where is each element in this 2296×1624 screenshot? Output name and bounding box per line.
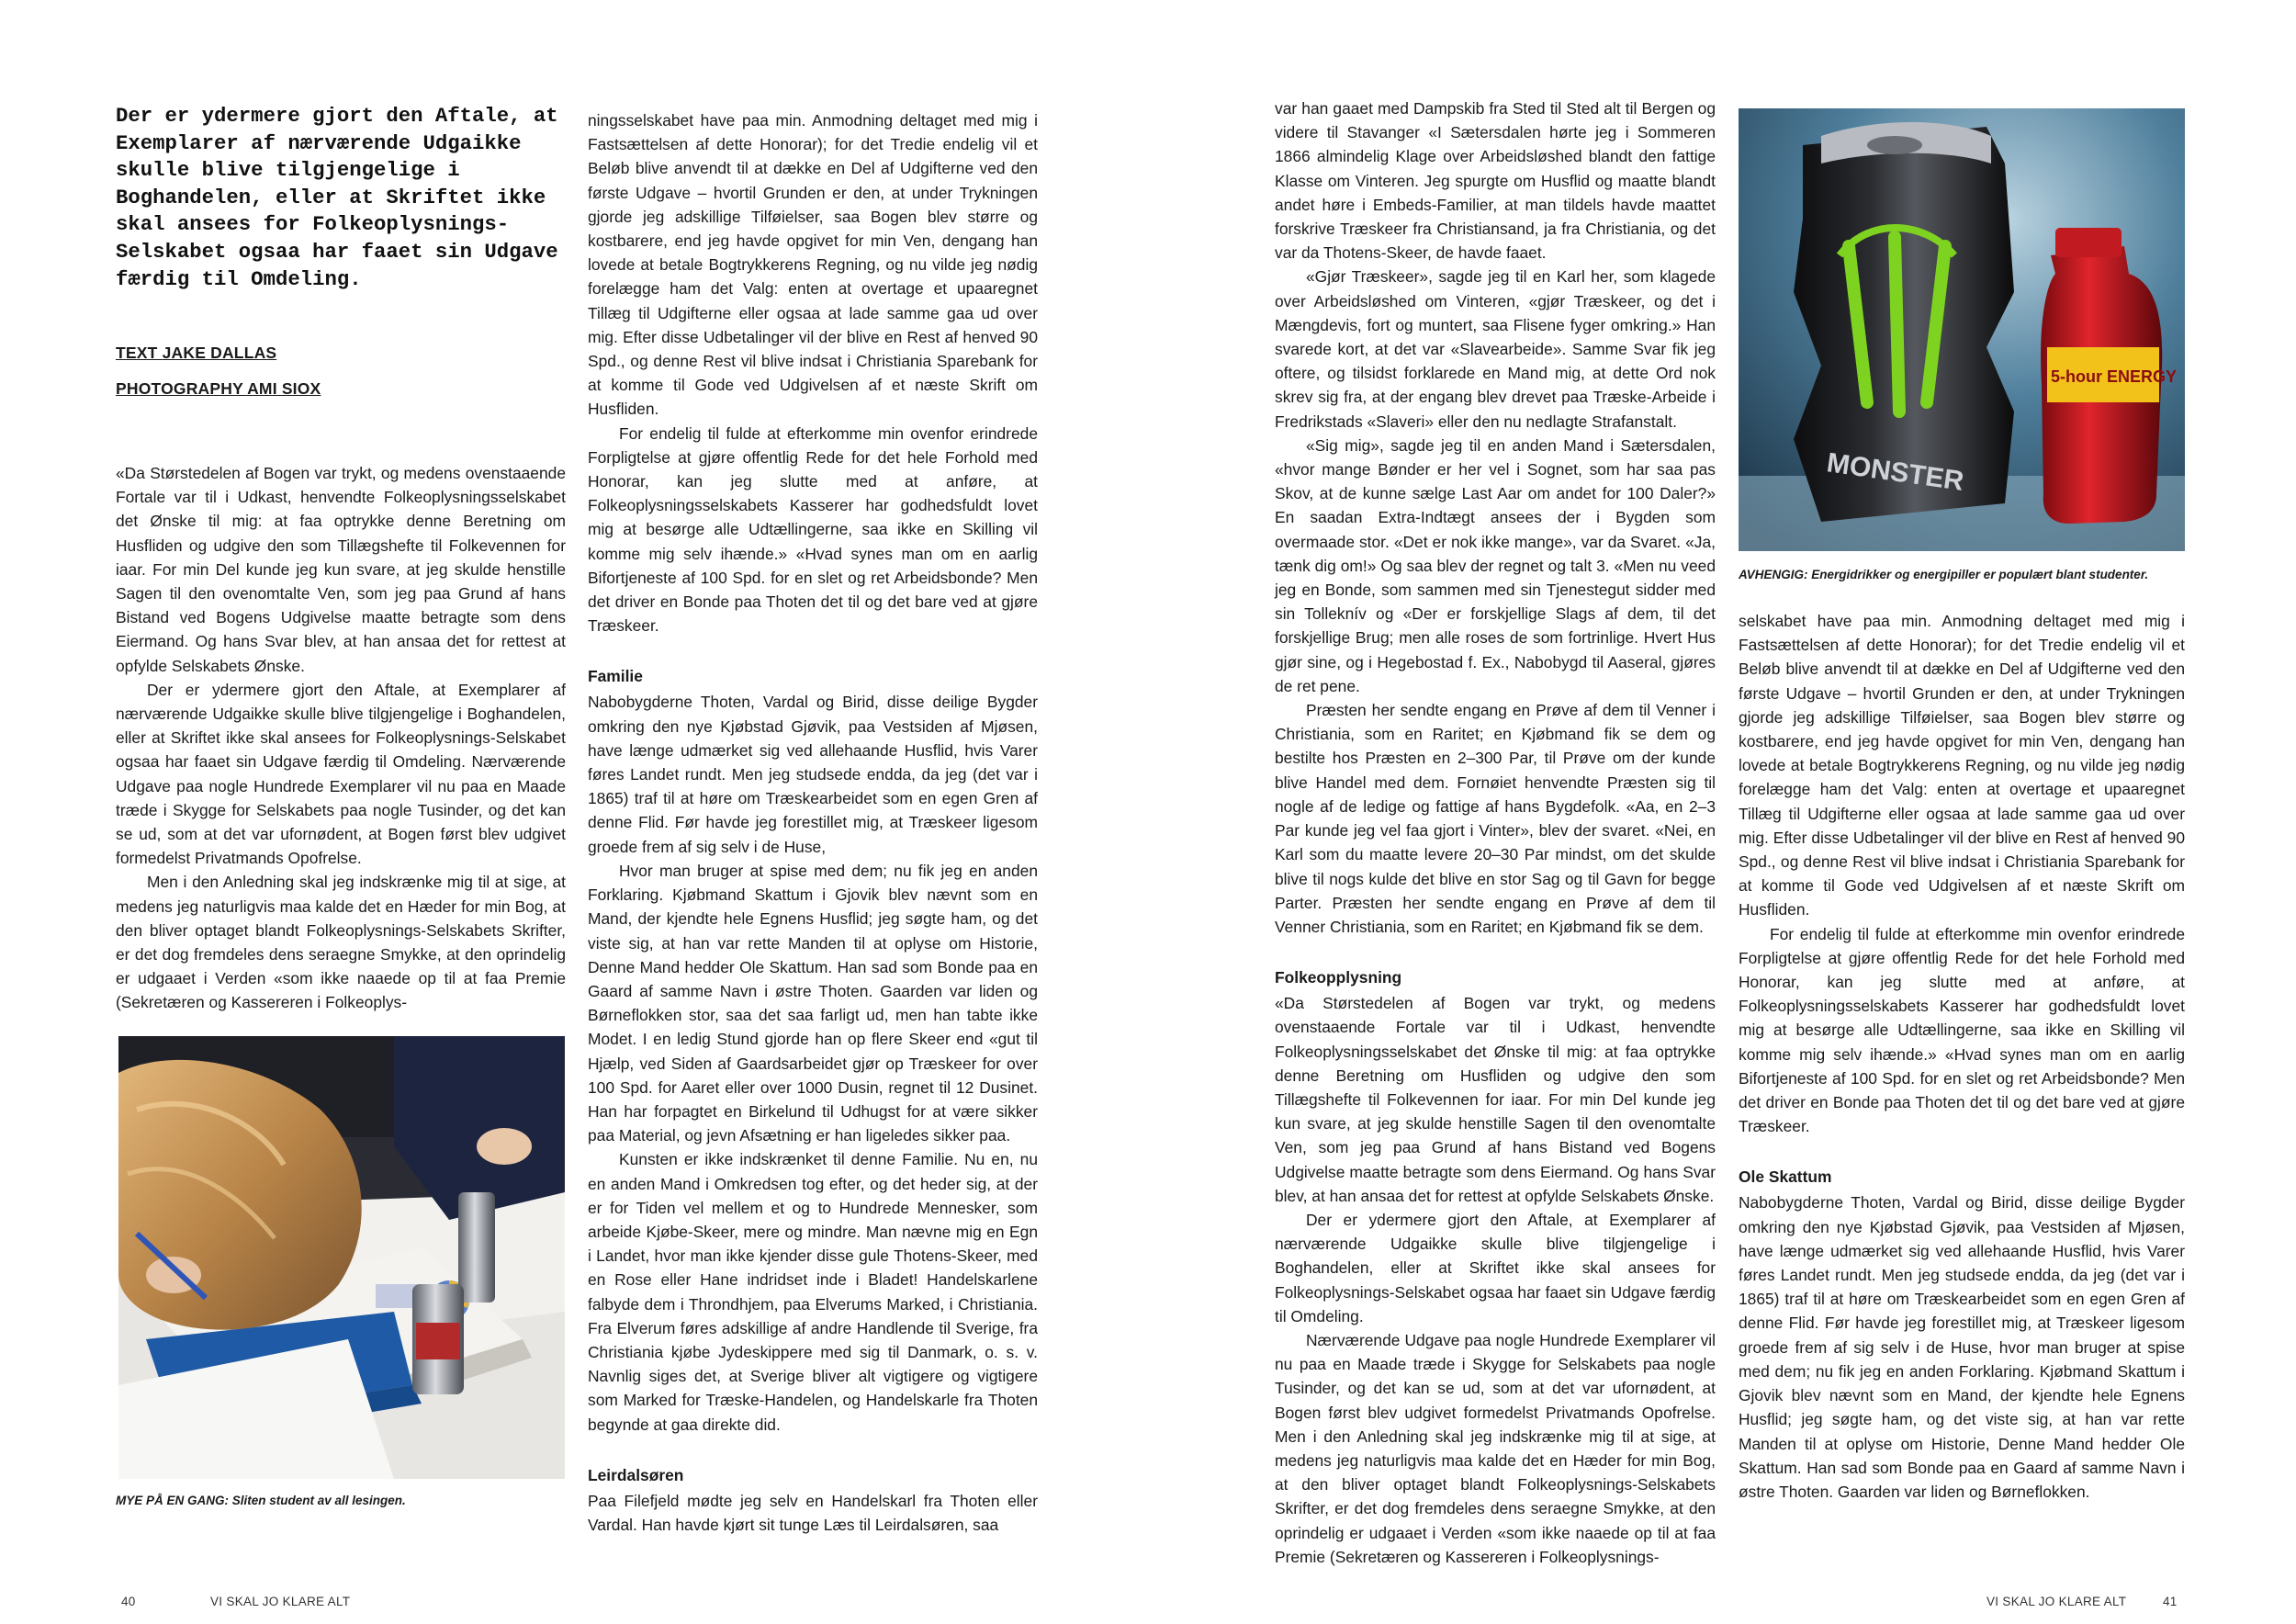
running-title-right: VI SKAL JO KLARE ALT [1986,1595,2127,1608]
paragraph: «Da Størstedelen af Bogen var trykt, og medens ovenstaaende Fortale var til i Udkast, henvendte Folkeoplysningsselskabet det Ønske til mig: at faa optrykke denne Beretning om Husfliden og udgive den som Tillægshefte til Folkevennen for iaar. For min Del kunde jeg kun svare, at jeg skulde henstille Sagen til den ovenomtalte Ven, som jeg paa Grund af hans Bistand ved Bogens Udgivelse maatte betragte som dens Eiermand. Og hans Svar blev, at han ansaa det for rettest at opfylde Selskabets Ønske. [1275,994,1716,1205]
paragraph: «Gjør Træskeer», sagde jeg til en Karl her, som klagede over Arbeidsløshed om Vinteren, «gjør Træskeer, og det i Mængdevis, fort og muntert, saa Flisene fyger omkring.» Han svarede kort, at det var «Slavearbeide». Samme Svar fik jeg oftere, og tilsidst forklarede en Mand mig, at dette Ord nok skrev sig fra, at der engang blev drevet paa Træske-Arbeide i Fredrikstads «Slaveri» eller den nu nedlagte Strafanstalt. [1275,267,1716,431]
bottle-label: 5-hour ENERGY [2051,367,2178,386]
credit-photography: PHOTOGRAPHY AMI SIOX [116,379,321,398]
can-label: MONSTER [1825,447,1966,497]
paragraph: Der er ydermere gjort den Aftale, at Exemplarer af nærværende Udgaikke skulle blive tilgjengelige i Boghandelen, eller at Skriftet ikke skal ansees for Folkeoplysnings-Selskabet ogsaa har faaet sin Udgave færdig til Omdeling. [1275,1210,1716,1325]
section-heading-leirdalsoren: Leirdalsøren [588,1465,684,1484]
paragraph: selskabet have paa min. Anmodning deltaget med mig i Fastsættelsen af dette Honorar); for det Tredie endelig vil et Beløb blive anvendt til at dække en Del af Udgifterne ved den første Udgave – hvortil Grunden er den, at under Trykningen gjorde jeg adskillige Tilføielser, saa Bogen blev større og kostbarere, end jeg havde opgivet for min Ven, dengang han lovede at betale Bogtrykkerens Regning, og nu vilde jeg nødig forelægge ham det Valg: enten at overtage et upaaregnet Tillæg til Udgifterne eller ogsaa at lade samme gaa ud over mig. Efter disse Udbetalinger vil der blive en Rest af henved 90 Spd., og denne Rest vil blive indsat i Christiania Sparebank for at komme til Gode ved Udgivelsen af et næste Skrift om Husfliden. [1739,612,2185,919]
paragraph: ningsselskabet have paa min. Anmodning deltaget med mig i Fastsættelsen af dette Honorar); for det Tredie endelig vil et Beløb blive anvendt til at dække en Del af Udgifterne ved den første Udgave – hvortil Grunden er den, at under Trykningen gjorde jeg adskillige Tilføielser, saa Bogen blev større og kostbarere, end jeg havde opgivet for min Ven, dengang han lovede at betale Bogtrykkerens Regning, og nu vilde jeg nødig forelægge ham det Valg: enten at overtage et upaaregnet Tillæg til Udgifterne eller ogsaa at lade samme gaa ud over mig. Efter disse Udbetalinger vil der blive en Rest af henved 90 Spd., og denne Rest vil blive indsat i Christiania Sparebank for at komme til Gode ved Udgivelsen af et næste Skrift om Husfliden. [588,111,1038,419]
column-4 [1739,609,2185,1504]
credit-text: TEXT JAKE DALLAS [116,344,277,362]
paragraph: Nabobygderne Thoten, Vardal og Birid, disse deilige Bygder omkring den nye Kjøbstad Gjøvik, paa Vestsiden af Mjøsen, have længe udmærket sig ved allehaande Husflid, hvis Varer føres Landet rundt. Men jeg studsede endda, da jeg (det var i 1865) traf til at høre om Træskearbeidet som en egen Gren af denne Flid. Før havde jeg forestillet mig, at Træskeer ligesom groede frem af sig selv i de Huse, hvor man bruger at spise med dem; nu fik jeg en anden Forklaring. Kjøbmand Skattum i Gjovik blev nævnt som en Mand, der kjendte hele Egnens Husflid; jeg søgte ham, og det viste sig, at han var rette Manden til at oplyse om Historie, Denne Mand hedder Ole Skattum. Han sad som Bonde paa en Gaard af samme Navn i østre Thoten. Gaarden var liden og Børneflokken. [1739,1193,2185,1501]
page-number-left: 40 [121,1595,136,1608]
paragraph: Der er ydermere gjort den Aftale, at Exemplarer af nærværende Udgaikke skulle blive tilgjengelige i Boghandelen, eller at Skriftet ikke skal ansees for Folkeoplysnings-Selskabet ogsaa har faaet sin Udgave færdig til Omdeling. Nærværende Udgave paa nogle Hundrede Exemplarer vil nu paa en Maade træde i Skygge for Selskabets paa nogle Tusinder, og det kan se ud, som at det var ufornødent, at Bogen først blev udgivet formedelst Privatmands Opofrelse. [116,680,566,868]
column-1 [116,461,566,1015]
paragraph: Nabobygderne Thoten, Vardal og Birid, disse deilige Bygder omkring den nye Kjøbstad Gjøvik, paa Vestsiden af Mjøsen, have længe udmærket sig ved allehaande Husflid, hvis Varer føres Landet rundt. Men jeg studsede endda, da jeg (det var i 1865) traf til at høre om Træskearbeidet som en egen Gren af denne Flid. Før havde jeg forestillet mig, at Træskeer ligesom groede frem af sig selv i de Huse, [588,693,1038,856]
running-title-left: VI SKAL JO KLARE ALT [210,1595,351,1608]
paragraph: For endelig til fulde at efterkomme min ovenfor erindrede Forpligtelse at gjøre offentlig Rede for det hele Forhold med Honorar, kan jeg slutte med at anføre, at Folkeoplysningsselskabets Kasserer har godhedsfuldt lovet mig at besørge alle Udtællingerne, saa ikke en Skilling vil komme mig selv ihænde.» «Hvad synes man om en aarlig Bifortjeneste af 100 Spd. for en slet og ret Arbeidsbonde? Men det driver en Bonde paa Thoten det til og det bare ved at gjøre Træskeer. [588,423,1038,636]
column-3 [1275,96,1716,1569]
column-2 [588,108,1038,1537]
lede-paragraph: Der er ydermere gjort den Aftale, at Exemplarer af nærværende Udgaikke skulle blive tilgjengelige i Boghandelen, eller at Skriftet ikke skal ansees for Folkeoplysnings-Selskabet ogsaa har faaet sin Udgave færdig til Omdeling. [116,104,558,291]
photo-caption-left: MYE PÅ EN GANG: Sliten student av all lesingen. [116,1494,406,1507]
page-number-right: 41 [2163,1595,2178,1608]
section-heading-ole-skattum: Ole Skattum [1739,1167,1832,1187]
paragraph: Paa Filefjeld mødte jeg selv en Handelskarl fra Thoten eller Vardal. Han havde kjørt sit tunge Læs til Leirdalsøren, saa [588,1491,1038,1534]
paragraph: Præsten her sendte engang en Prøve af dem til Venner i Christiania, som en Raritet; en Kjøbmand fik se dem og bestilte hos Præsten en 2–300 Par, til Prøve om der kunde blive Handel med dem. Fornøiet henvendte Præsten sig til nogle af de ledige og fattige af hans Bygdefolk. «Aa, en 2–3 Par kunde jeg vel faa gjort i Vinter», blev der svaret. «Nei, en Karl som du maatte levere 20–30 Par mindst, om det skulde blive til nogs kulde det blive en stor Sag og til Gavn for begge Parter. Præsten her sendte engang en Prøve af dem til Venner Christiania, som en Raritet; en Kjøbmand fik se dem. [1275,701,1716,936]
paragraph: «Da Størstedelen af Bogen var trykt, og medens ovenstaaende Fortale var til i Udkast, henvendte Folkeoplysningsselskabet det Ønske til mig: at faa optrykke denne Beretning om Husfliden og udgive den som Tillægshefte til Folkevennen for iaar. For min Del kunde jeg kun svare, at jeg skulde henstille Sagen til den ovenomtalte Ven, som jeg paa Grund af hans Bistand ved Bogens Udgivelse maatte betragte som dens Eiermand. Og hans Svar blev, at han ansaa det for rettest at opfylde Selskabets Ønske. [116,464,566,675]
photo-student-sleeping [118,1036,565,1479]
paragraph: Hvor man bruger at spise med dem; nu fik jeg en anden Forklaring. Kjøbmand Skattum i Gjovik blev nævnt som en Mand, der kjendte hele Egnens Husflid; jeg søgte ham, og det viste sig, at han var rette Manden til at oplyse om Historie, Denne Mand hedder Ole Skattum. Han sad som Bonde paa en Gaard af samme Navn i østre Thoten. Gaarden var liden og Børneflokken stor, saa det saa farligt ud, men han tabte ikke Modet. I en ledig Stund gjorde han op flere Skeer end «gut til Hjælp, ved Siden af Gaardsarbeidet gjør op Træskeer for over 100 Spd. for Aaret eller over 1000 Dusin, regnet til 12 Dusinet. Han har forpagtet en Birkelund til Udhugst for at være sikker paa Material, og jevn Afsætning er han ligeledes sikker paa. [588,861,1038,1145]
paragraph: For endelig til fulde at efterkomme min ovenfor erindrede Forpligtelse at gjøre offentlig Rede for det hele Forhold med Honorar, kan jeg slutte med at anføre, at Folkeoplysningsselskabets Kasserer har godhedsfuldt lovet mig at besørge alle Udtællingerne, saa ikke en Skilling vil komme mig selv ihænde.» «Hvad synes man om en aarlig Bifortjeneste af 100 Spd. for en slet og ret Arbeidsbonde? Men det driver en Bonde paa Thoten det til og det bare ved at gjøre Træskeer. [1739,924,2185,1136]
paragraph: «Sig mig», sagde jeg til en anden Mand i Sætersdalen, «hvor mange Bønder er her vel i Sognet, som har saa pas Skov, at de kunne sælge Last Aar om andet for 100 Daler?» En saadan Extra-Indtægt ansees der i Bygden som overmaade stor. «Det er nok ikke mange», var da Svaret. «Ja, tænk dig om!» Og saa blev der regnet og talt 3. «Men nu veed jeg en Bonde, som sammen med sin Tjenestegut sidder med sin Tolleknív og «Der er forskjellige Slags af dem, til det forskjellige Brug; men alle roses de som fortrinlige. Hvert Hus gjør sine, og i Hegebostad f. Ex., Nabobygd til Aaseral, gjøres de ret pene. [1275,435,1716,695]
section-heading-familie: Familie [588,667,643,686]
section-heading-folkeopplysning: Folkeopplysning [1275,968,1402,987]
photo-energy-drinks [1739,108,2185,551]
paragraph: Nærværende Udgave paa nogle Hundrede Exemplarer vil nu paa en Maade træde i Skygge for Selskabets paa nogle Tusinder, og det kan se ud, som at det var ufornødent, at Bogen først blev udgivet formedelst Privatmands Opofrelse. Men i den Anledning skal jeg indskrænke mig til at sige, at medens jeg naturligvis maa kalde det en Hæder for min Bog, at den bliver optaget blandt Folkeoplysnings-Selskabets Skrifter, er det dog fremdeles dens seraegne Smykke, at den oprindelig er udgaaet i Verden «som ikke naaede op til at faa Premie (Sekretæren og Kassereren i Folkeoplysnings- [1275,1330,1716,1566]
paragraph: var han gaaet med Dampskib fra Sted til Sted alt til Bergen og videre til Stavanger «I Sætersdalen hørte jeg i Sommeren 1866 almindelig Klage over Arbeidsløshed blandt den fattige Klasse om Vinteren. Jeg spurgte om Husflid og maatte blandt andet høre i Embeds-Familier, at man tildels havde maattet forskrive Træskeer fra Christiansand, ja fra Christiania, og det var da Thotens-Skeer, de havde faaet. [1275,99,1716,263]
photo-caption-right: AVHENGIG: Energidrikker og energipiller er populært blant studenter. [1739,568,2149,581]
paragraph: Men i den Anledning skal jeg indskrænke mig til at sige, at medens jeg naturligvis maa kalde det en Hæder for min Bog, at den bliver optaget blandt Folkeoplysnings-Selskabets Skrifter, er det dog fremdeles dens seraegne Smykke, at den oprindelig er udgaaet i Verden «som ikke naaede op til at faa Premie (Sekretæren og Kassereren i Folkeoplys- [116,873,566,1012]
paragraph: Kunsten er ikke indskrænket til denne Familie. Nu en, nu en anden Mand i Omkredsen tog efter, og det heder sig, at der er for Tiden vel mellem et og to Hundrede Mennesker, som arbeide Kjøbe-Skeer, mere og mindre. Man nævne mig en Egn i Landet, hvor man ikke kjender disse gule Thotens-Skeer, med en Rose eller Hane indridset inde i Bladet! Handelskarlene falbyde dem i Throndhjem, paa Elverums Marked, i Christiania. Fra Elverum føres adskillige af andre Handlende til Sverige, fra Christiania kjøbe Jydeskippere med sig til Danmark, o. s. v. Navnlig siges det, at Sverige bliver alt vigtigere og vigtigere som Marked for Træske-Handelen, og Handelskarle fra Thoten begynde at gaa direkte did. [588,1150,1038,1434]
